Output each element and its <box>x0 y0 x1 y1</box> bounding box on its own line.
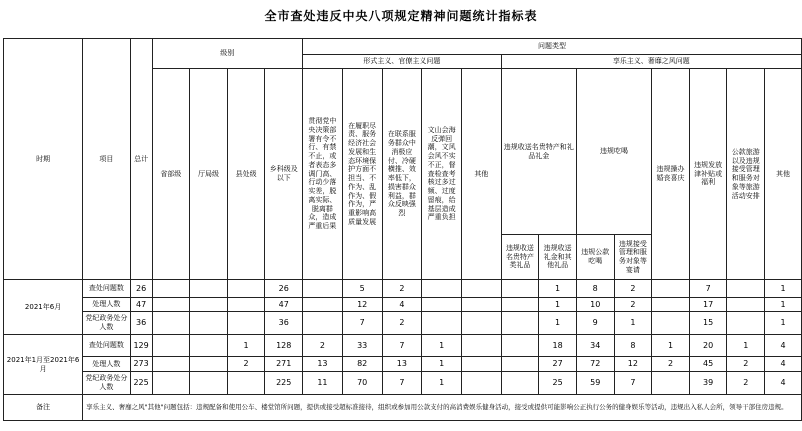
table-cell <box>227 298 265 312</box>
table-cell <box>652 298 690 312</box>
note-row <box>4 395 802 421</box>
table-row <box>4 357 802 372</box>
table-cell <box>727 312 765 335</box>
row-item: 查处问题数 <box>83 335 131 357</box>
header-banquet-public: 违规公款吃喝 <box>576 235 614 280</box>
header-formalism-col-3: 在联系服务群众中消极应付、冷硬横推、效率低下，损害群众利益，群众反映强烈 <box>382 69 422 280</box>
table-cell: 4 <box>765 335 802 357</box>
header-level-county: 县处级 <box>227 69 265 280</box>
table-cell: 271 <box>265 357 303 372</box>
table-cell <box>152 357 190 372</box>
table-cell <box>501 372 539 395</box>
table-cell: 1 <box>727 335 765 357</box>
table-cell <box>462 298 502 312</box>
table-cell: 26 <box>130 280 152 298</box>
table-cell <box>501 280 539 298</box>
header-formalism-col-1: 贯彻党中央决策部署有令不行、有禁不止，或者表态多调门高、行动少落实差，脱离实际、脱离群众，造成严重后果 <box>303 69 343 280</box>
table-cell: 2 <box>727 372 765 395</box>
table-cell <box>462 280 502 298</box>
table-cell: 72 <box>576 357 614 372</box>
table-cell: 2 <box>382 280 422 298</box>
table-cell: 15 <box>689 312 727 335</box>
header-subsidies: 违规发放津补贴或福利 <box>689 69 727 280</box>
header-level-province: 省部级 <box>152 69 190 280</box>
table-cell: 12 <box>614 357 652 372</box>
table-cell: 9 <box>576 312 614 335</box>
header-gifts-specialty: 违规收送名贵特产类礼品 <box>501 235 539 280</box>
header-weddings: 违规操办婚丧喜庆 <box>652 69 690 280</box>
header-total: 总计 <box>130 39 152 280</box>
table-cell: 1 <box>765 298 802 312</box>
table-cell: 4 <box>765 357 802 372</box>
table-cell: 273 <box>130 357 152 372</box>
row-item: 处理人数 <box>83 357 131 372</box>
table-cell: 1 <box>422 357 462 372</box>
table-cell: 20 <box>689 335 727 357</box>
table-cell <box>190 312 228 335</box>
table-cell <box>190 372 228 395</box>
table-cell <box>303 312 343 335</box>
table-cell: 2 <box>727 357 765 372</box>
header-gifts: 违规收送名贵特产和礼品礼金 <box>501 69 576 235</box>
table-cell: 59 <box>576 372 614 395</box>
page-title: 全市查处违反中央八项规定精神问题统计指标表 <box>264 9 538 23</box>
table-cell <box>152 280 190 298</box>
table-cell <box>190 280 228 298</box>
table-cell: 1 <box>614 312 652 335</box>
table-cell: 2 <box>614 280 652 298</box>
table-cell: 39 <box>689 372 727 395</box>
table-cell <box>152 298 190 312</box>
table-cell: 33 <box>342 335 382 357</box>
table-cell: 1 <box>539 298 577 312</box>
table-cell <box>652 312 690 335</box>
header-problem-type: 问题类型 <box>303 39 802 55</box>
header-formalism-col-4: 文山会海反弹回潮，文风会风不实不正，督查检查考核过多过频、过度留痕，给基层造成严重负担 <box>422 69 462 280</box>
table-cell <box>190 357 228 372</box>
table-cell <box>652 280 690 298</box>
header-formalism-group: 形式主义、官僚主义问题 <box>303 55 502 69</box>
note-text: 享乐主义、奢靡之风"其他"问题包括：违规配备和使用公车、楼堂馆所问题，提供或接受超标准接待，组织或参加用公款支付的高消费娱乐健身活动，接受或提供可能影响公正执行公务的健身娱乐等活动，违规出入私人会所，领导干部住房违规。 <box>83 395 802 421</box>
table-row <box>4 312 802 335</box>
header-item: 项目 <box>83 39 131 280</box>
table-cell: 1 <box>539 280 577 298</box>
header-banquet-accept: 违规接受管理和服务对象等宴请 <box>614 235 652 280</box>
table-cell: 8 <box>614 335 652 357</box>
table-cell: 1 <box>765 280 802 298</box>
table-cell <box>727 280 765 298</box>
table-cell: 1 <box>227 335 265 357</box>
table-row <box>4 372 802 395</box>
table-cell: 34 <box>576 335 614 357</box>
table-cell: 11 <box>303 372 343 395</box>
table-cell <box>152 312 190 335</box>
table-cell <box>190 335 228 357</box>
table-cell: 82 <box>342 357 382 372</box>
table-cell: 7 <box>382 335 422 357</box>
table-cell <box>652 372 690 395</box>
row-period: 2021年6月 <box>4 280 83 335</box>
table-cell: 7 <box>689 280 727 298</box>
table-cell: 4 <box>765 372 802 395</box>
table-cell: 2 <box>382 312 422 335</box>
table-cell: 4 <box>382 298 422 312</box>
table-cell <box>501 298 539 312</box>
table-cell: 5 <box>342 280 382 298</box>
table-cell <box>227 312 265 335</box>
table-cell <box>462 357 502 372</box>
table-cell: 45 <box>689 357 727 372</box>
header-period: 时期 <box>4 39 83 280</box>
table-cell: 8 <box>576 280 614 298</box>
header-hedonism-other: 其他 <box>765 69 802 280</box>
header-travel: 公款旅游以及违规接受管理和服务对象等旅游活动安排 <box>727 69 765 280</box>
table-cell: 1 <box>765 312 802 335</box>
table-cell <box>152 335 190 357</box>
table-cell: 36 <box>265 312 303 335</box>
table-cell <box>501 357 539 372</box>
header-hedonism-group: 享乐主义、奢靡之风问题 <box>501 55 801 69</box>
header-formalism-col-2: 在履职尽责、服务经济社会发展和生态环境保护方面不担当、不作为、乱作为、假作为，严重影响高质量发展 <box>342 69 382 280</box>
table-cell: 1 <box>422 335 462 357</box>
table-cell: 26 <box>265 280 303 298</box>
table-cell <box>422 312 462 335</box>
row-item: 查处问题数 <box>83 280 131 298</box>
table-cell: 129 <box>130 335 152 357</box>
header-level-township: 乡科级及以下 <box>265 69 303 280</box>
table-cell <box>422 280 462 298</box>
table-row <box>4 298 802 312</box>
table-row <box>4 335 802 357</box>
table-cell <box>303 298 343 312</box>
table-cell: 2 <box>303 335 343 357</box>
header-formalism-other: 其他 <box>462 69 502 280</box>
table-cell: 27 <box>539 357 577 372</box>
table-cell <box>152 372 190 395</box>
table-cell <box>462 372 502 395</box>
table-cell <box>501 335 539 357</box>
table-cell: 7 <box>382 372 422 395</box>
table-cell <box>303 280 343 298</box>
table-cell: 47 <box>130 298 152 312</box>
table-cell: 70 <box>342 372 382 395</box>
table-cell: 1 <box>422 372 462 395</box>
table-cell: 10 <box>576 298 614 312</box>
table-cell: 7 <box>342 312 382 335</box>
table-cell: 2 <box>652 357 690 372</box>
table-cell <box>227 280 265 298</box>
table-cell <box>462 312 502 335</box>
table-cell: 18 <box>539 335 577 357</box>
table-cell: 1 <box>652 335 690 357</box>
statistics-table <box>3 38 802 421</box>
header-banquet: 违规吃喝 <box>576 69 651 235</box>
table-cell <box>190 298 228 312</box>
table-cell <box>227 372 265 395</box>
row-item: 党纪政务处分人数 <box>83 372 131 395</box>
table-cell <box>727 298 765 312</box>
table-cell: 225 <box>130 372 152 395</box>
table-cell: 225 <box>265 372 303 395</box>
row-period: 2021年1月至2021年6月 <box>4 335 83 395</box>
table-cell: 2 <box>614 298 652 312</box>
table-cell: 128 <box>265 335 303 357</box>
row-item: 党纪政务处分人数 <box>83 312 131 335</box>
header-level-group: 级别 <box>152 39 303 69</box>
table-cell: 25 <box>539 372 577 395</box>
table-cell <box>501 312 539 335</box>
table-cell: 13 <box>303 357 343 372</box>
table-cell: 12 <box>342 298 382 312</box>
table-cell: 47 <box>265 298 303 312</box>
table-cell: 13 <box>382 357 422 372</box>
table-cell <box>462 335 502 357</box>
note-label: 备注 <box>4 395 83 421</box>
header-gifts-cash: 违规收送礼金和其他礼品 <box>539 235 577 280</box>
table-cell: 17 <box>689 298 727 312</box>
row-item: 处理人数 <box>83 298 131 312</box>
table-cell <box>422 298 462 312</box>
table-cell: 7 <box>614 372 652 395</box>
table-cell: 2 <box>227 357 265 372</box>
table-cell: 36 <box>130 312 152 335</box>
table-row <box>4 280 802 298</box>
header-level-bureau: 厅局级 <box>190 69 228 280</box>
table-cell: 1 <box>539 312 577 335</box>
